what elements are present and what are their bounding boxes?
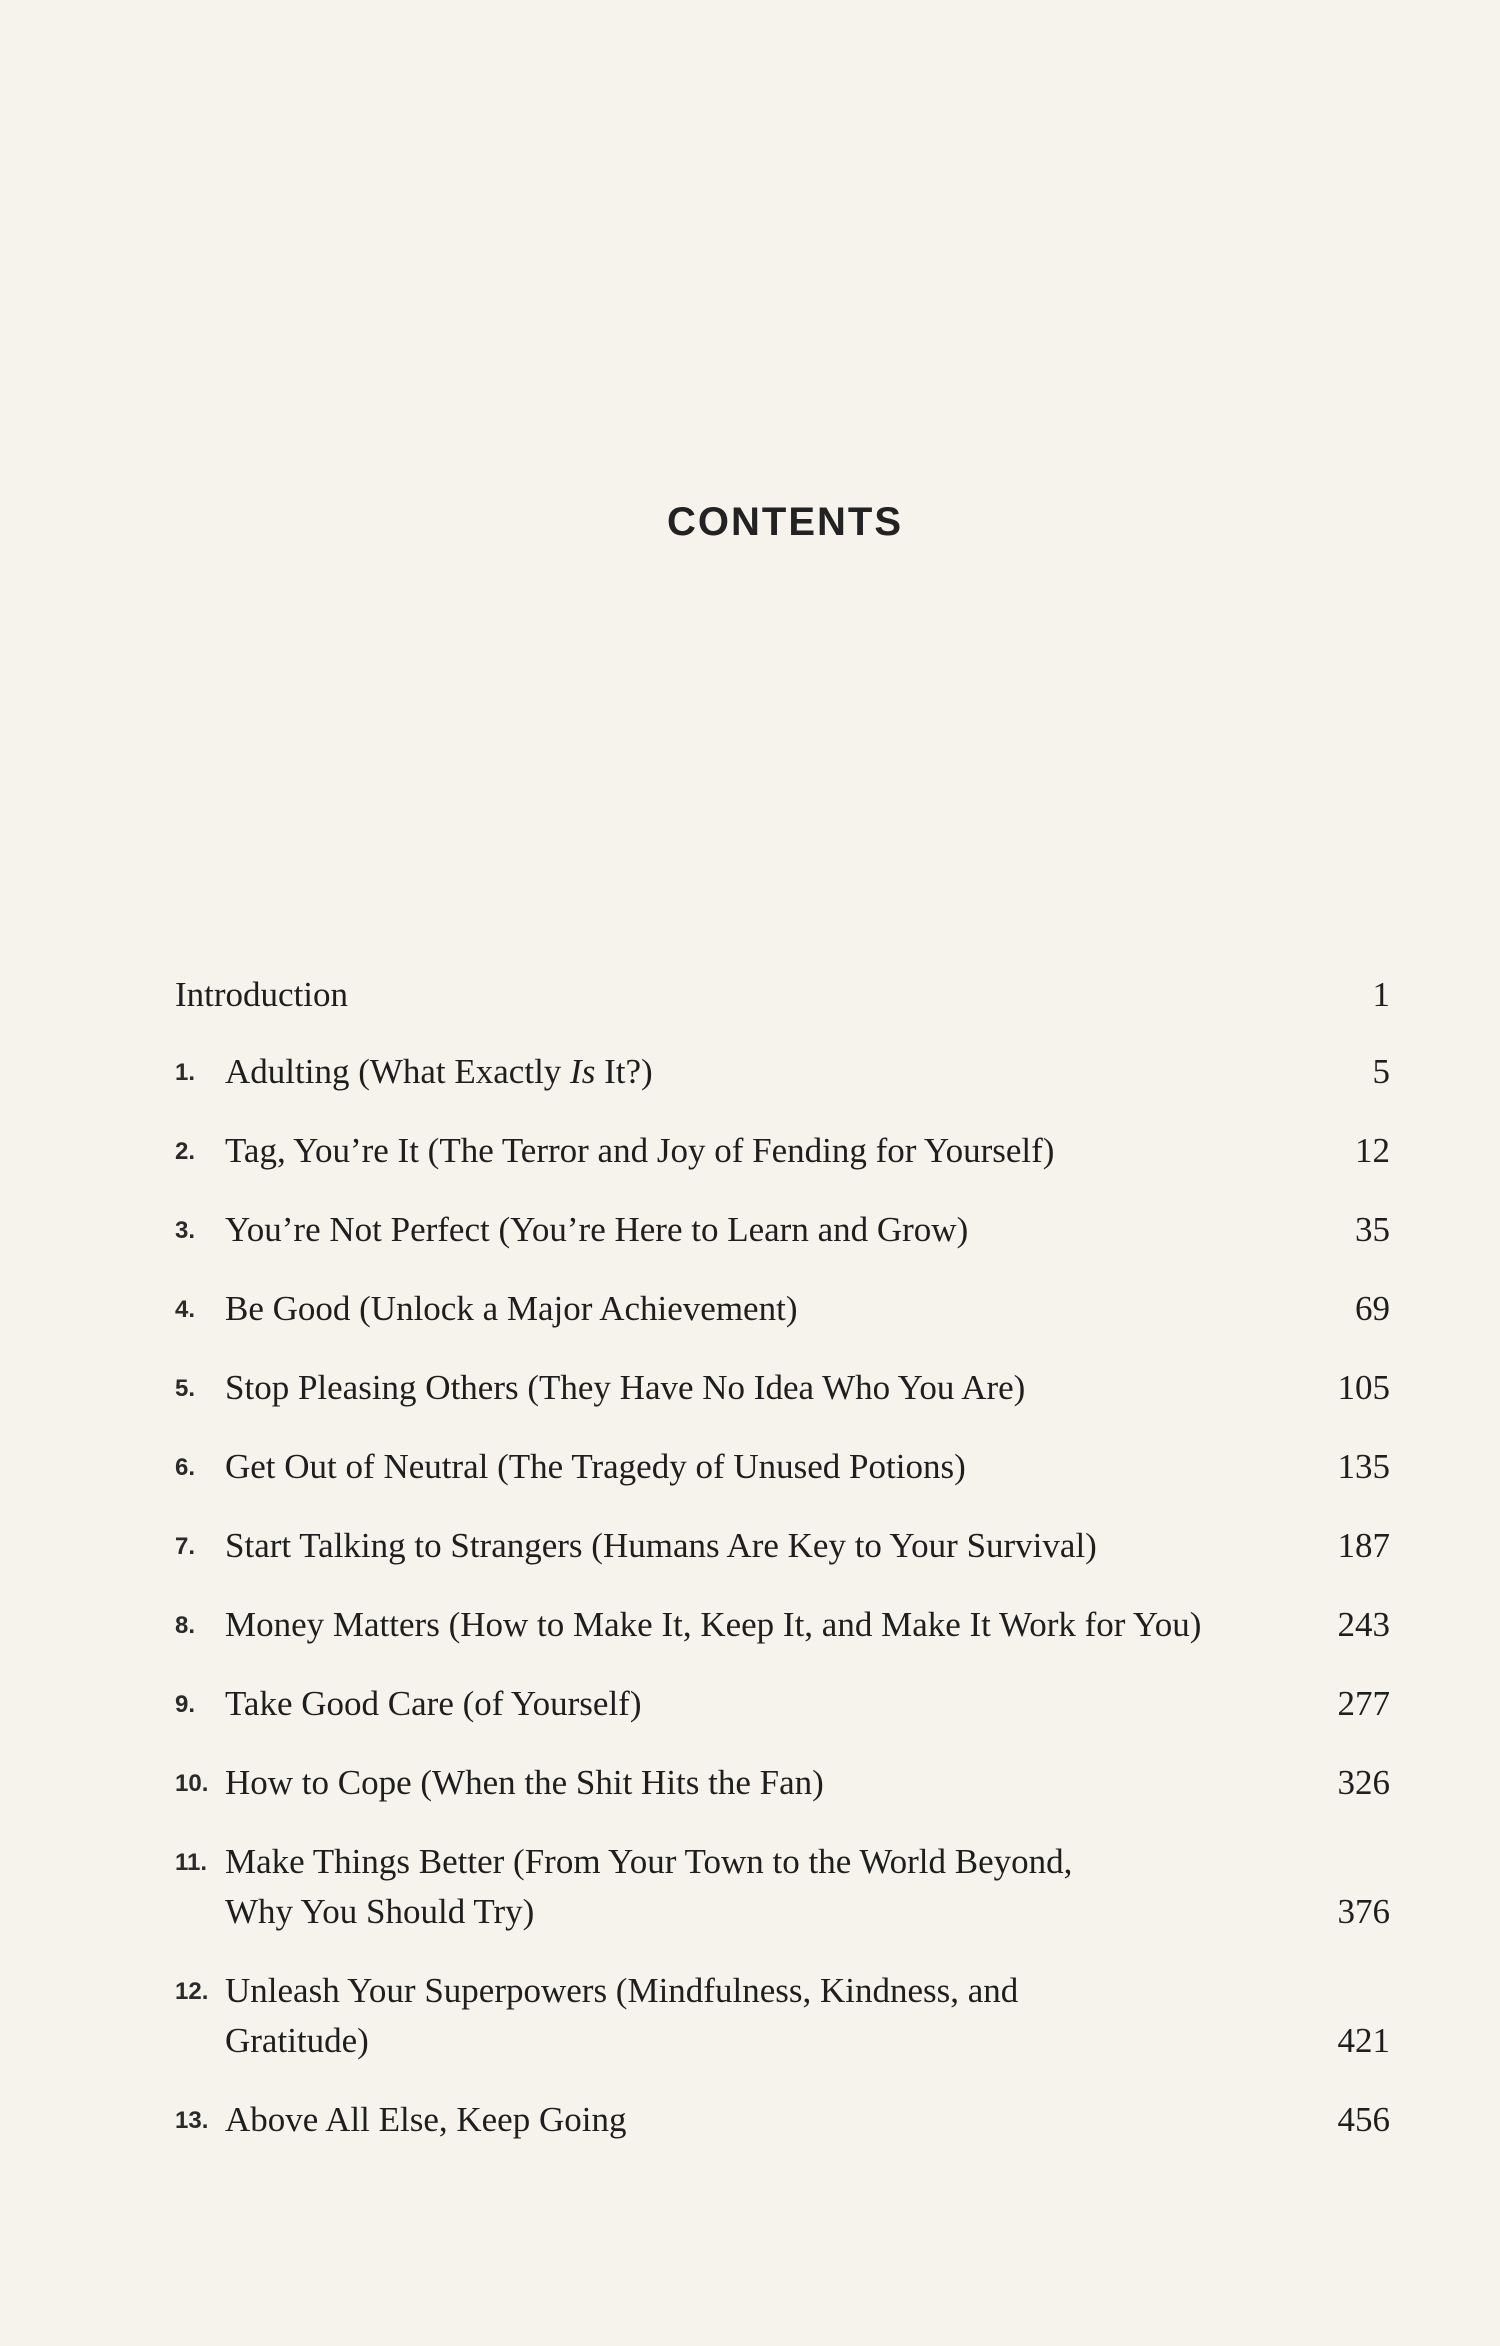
- toc-entry-12[interactable]: [175, 1966, 1390, 2066]
- toc-entry-page: 1: [1372, 975, 1390, 1014]
- toc-entry-title: Stop Pleasing Others (They Have No Idea Who You Are): [225, 1368, 1026, 1407]
- toc-entry-2[interactable]: [175, 1126, 1390, 1176]
- toc-entry-page: 12: [1355, 1131, 1390, 1170]
- toc-entry-page: 135: [1337, 1447, 1390, 1486]
- toc-entry-page: 456: [1337, 2100, 1390, 2139]
- toc-entry-page: 421: [1337, 2021, 1390, 2060]
- toc-entry-13[interactable]: [175, 2095, 1390, 2145]
- toc-entry-number: 9.: [175, 1691, 196, 1718]
- toc-entry-page: 5: [1372, 1052, 1390, 1091]
- toc-entry-title: Start Talking to Strangers (Humans Are Key to Your Survival): [225, 1526, 1097, 1565]
- toc-entry-title: How to Cope (When the Shit Hits the Fan): [225, 1763, 824, 1802]
- toc-entry-3[interactable]: [175, 1205, 1390, 1255]
- toc-entry-10[interactable]: [175, 1758, 1390, 1808]
- toc-entry-title: Introduction: [175, 975, 349, 1014]
- toc-entry-number: 7.: [175, 1533, 196, 1560]
- toc-entry-title: Unleash Your Superpowers (Mindfulness, Kindness, and Gratitude): [225, 1971, 1019, 2060]
- toc-entry-page: 69: [1355, 1289, 1390, 1328]
- toc-entry-number: 12.: [175, 1978, 209, 2005]
- toc-entry-number: 4.: [175, 1296, 196, 1323]
- toc-entry-number: 2.: [175, 1138, 196, 1165]
- table-of-contents: [175, 970, 1390, 2174]
- toc-entry-6[interactable]: [175, 1442, 1390, 1492]
- toc-entry-number: 1.: [175, 1059, 196, 1086]
- toc-entry-page: 187: [1337, 1526, 1390, 1565]
- toc-entry-number: 8.: [175, 1612, 196, 1639]
- toc-entry-number: 10.: [175, 1770, 209, 1797]
- contents-heading: CONTENTS: [667, 500, 903, 544]
- toc-entry-4[interactable]: [175, 1284, 1390, 1334]
- toc-entry-title: Get Out of Neutral (The Tragedy of Unused Potions): [225, 1447, 966, 1486]
- toc-entry-1[interactable]: [175, 1047, 1390, 1097]
- toc-entry-number: 11.: [175, 1849, 208, 1876]
- toc-entry-page: 277: [1337, 1684, 1390, 1723]
- toc-entry-title: Money Matters (How to Make It, Keep It, and Make It Work for You): [225, 1605, 1202, 1644]
- toc-entry-number: 6.: [175, 1454, 196, 1481]
- toc-entry-page: 105: [1337, 1368, 1390, 1407]
- toc-entry-title: Be Good (Unlock a Major Achievement): [225, 1289, 798, 1328]
- toc-entry-8[interactable]: [175, 1600, 1390, 1650]
- toc-entry-page: 376: [1337, 1892, 1390, 1931]
- toc-entry-title: Take Good Care (of Yourself): [225, 1684, 642, 1723]
- toc-entry-title: Tag, You’re It (The Terror and Joy of Fending for Yourself): [225, 1131, 1055, 1170]
- toc-entry-9[interactable]: [175, 1679, 1390, 1729]
- toc-entry-page: 35: [1355, 1210, 1390, 1249]
- toc-entry-5[interactable]: [175, 1363, 1390, 1413]
- toc-entry-title: Above All Else, Keep Going: [225, 2100, 627, 2139]
- toc-entry-number: 5.: [175, 1375, 196, 1402]
- toc-entry-7[interactable]: [175, 1521, 1390, 1571]
- toc-entry-page: 326: [1337, 1763, 1390, 1802]
- toc-entry-page: 243: [1337, 1605, 1390, 1644]
- toc-entry-title: You’re Not Perfect (You’re Here to Learn and Grow): [225, 1210, 969, 1249]
- toc-entry-number: 3.: [175, 1217, 196, 1244]
- toc-entry-11[interactable]: [175, 1837, 1390, 1937]
- toc-entry-introduction[interactable]: [175, 970, 1390, 1020]
- toc-entry-title: Make Things Better (From Your Town to the World Beyond, Why You Should Try): [225, 1842, 1073, 1931]
- toc-entry-number: 13.: [175, 2107, 209, 2134]
- toc-entry-title: Adulting (What Exactly Is It?): [225, 1052, 653, 1091]
